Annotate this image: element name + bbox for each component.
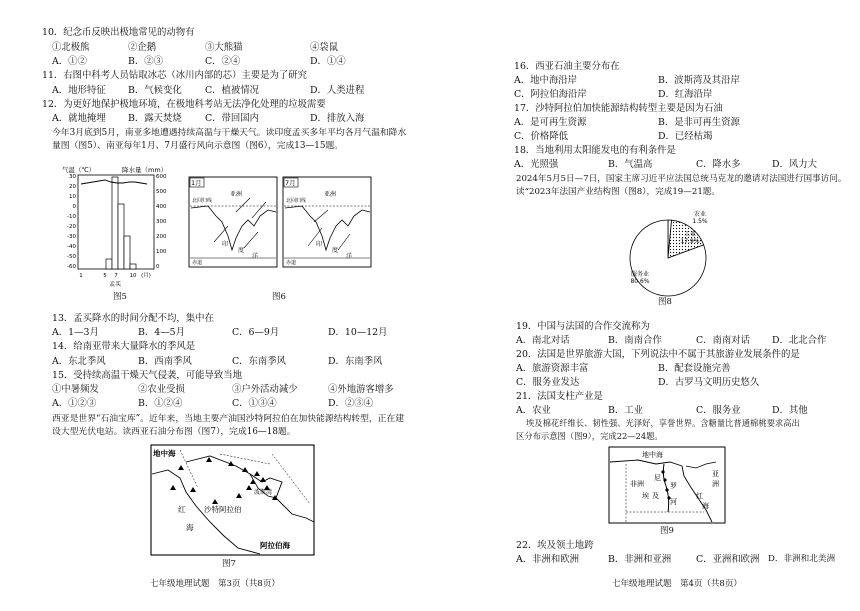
q18-option-c: C．降水多 <box>696 159 741 170</box>
q16-option-d: D．红海沿岸 <box>658 89 713 100</box>
fig5-xtick: 1 <box>79 273 83 279</box>
q17-option-d: D．已经枯竭 <box>658 131 713 142</box>
q20-stem: 20．法国是世界旅游大国，下列说法中不属于其旅游业发展条件的是 <box>516 349 800 360</box>
intro-16-18: 西亚是世界“石油宝库”。近年来，当地主要产油国沙特阿拉伯在加快能源结构转型，正在建设大型光伏电站。读西亚石油分布图（图7），完成16—18题。 <box>52 414 405 437</box>
fig5-xtick: 10 <box>129 273 137 279</box>
q22-stem: 22．埃及领土地跨 <box>516 540 594 551</box>
q19-stem: 19．中国与法国的合作交流称为 <box>516 321 650 332</box>
q10-option-c: C．②④ <box>205 56 241 67</box>
q14-option-c: C．东南季风 <box>232 356 287 367</box>
q15-choice-2: ②农业受损 <box>138 384 185 395</box>
q12-option-d: D．排放入海 <box>310 113 365 124</box>
fig6-jan-label: 1月 <box>191 179 202 187</box>
fig5-y-left-title: 气温（℃） <box>62 166 96 174</box>
fig6-jul-label: 7月 <box>285 179 296 187</box>
q10-choice-2: ②企鹅 <box>128 42 157 53</box>
fig6-jan-sea1: 印 <box>222 241 229 248</box>
q17-stem: 17．沙特阿拉伯加快能源结构转型主要是因为石油 <box>514 103 723 114</box>
q14-option-d: D．东南季风 <box>328 356 383 367</box>
q22-option-b: B．非洲和亚洲 <box>608 554 672 565</box>
fig5-bar-sep <box>124 236 130 269</box>
fig6-jan-eq: 赤道 <box>192 260 203 266</box>
fig6-jan-tropic: 北回归线 <box>192 198 213 204</box>
q21-option-d: D．其他 <box>772 405 808 416</box>
q15-choice-4: ④外地游客增多 <box>328 384 394 395</box>
q13-option-a: A．1—3月 <box>52 327 99 338</box>
q11-option-a: A．地形特征 <box>52 85 106 96</box>
q21-option-a: A．农业 <box>516 405 551 416</box>
q11-option-b: B．气候变化 <box>128 85 182 96</box>
q15-option-a: A．①②③ <box>52 398 97 409</box>
q13-option-c: C．6—9月 <box>232 327 280 338</box>
fig6-caption: 图6 <box>272 292 286 302</box>
fig6-monsoon-maps <box>188 176 373 268</box>
q13-option-d: D．10—12月 <box>328 327 388 338</box>
fig9-label-egypt1: 埃 <box>642 492 649 500</box>
q15-option-d: D．②③④ <box>328 398 374 409</box>
fig5-ytick-right: 600 <box>156 174 167 180</box>
exam-page-4 <box>430 0 860 611</box>
q16-option-a: A．地中海沿岸 <box>514 75 578 86</box>
fig8-label-ind-pct: 17.9% <box>680 238 700 245</box>
fig5-xtick: 5 <box>103 273 107 279</box>
fig5-xtick: 7 <box>114 273 118 279</box>
fig8-label-agri: 农业 <box>693 211 707 218</box>
q10-option-d: D．①④ <box>310 56 346 67</box>
q10-choice-3: ③大熊猫 <box>205 42 243 53</box>
q16-option-c: C．阿拉伯海沿岸 <box>514 89 587 100</box>
page-footer-right: 七年级地理试题 第4页（共8页） <box>612 579 742 589</box>
q18-option-d: D．风力大 <box>772 159 818 170</box>
fig5-y-right-title: 降水量（mm） <box>122 166 168 174</box>
q14-option-b: B．西南季风 <box>138 356 192 367</box>
q12-stem: 12．为更好地保护极地环境，在极地科考站无法净化处理的垃圾需要 <box>42 99 326 110</box>
q22-option-d: D．非洲和北美洲 <box>768 554 836 564</box>
fig9-label-asia1: 亚 <box>712 470 719 478</box>
fig5-ytick-right: 400 <box>156 204 167 210</box>
q11-option-d: D．人类进程 <box>310 85 365 96</box>
fig6-jul-sea2: 度 <box>332 247 339 254</box>
fig7-label-red1: 红 <box>178 505 186 514</box>
q15-option-c: C．①③④ <box>232 398 277 409</box>
fig6-jul-sea3: 洋 <box>346 253 353 260</box>
q10-option-b: B．②③ <box>128 56 164 67</box>
fig8-pie-chart <box>618 206 728 300</box>
q20-option-c: C．服务业发达 <box>516 377 580 388</box>
fig5-ytick: 0 <box>72 204 76 210</box>
q16-option-b: B．波斯湾及其沿岸 <box>658 75 740 86</box>
q18-option-a: A．光照强 <box>514 159 559 170</box>
fig9-label-red1: 红 <box>696 492 703 500</box>
q10-stem: 10．纪念币反映出极地常见的动物有 <box>42 27 195 38</box>
fig5-ytick: -60 <box>67 264 76 270</box>
fig5-xtick: (月) <box>141 273 151 279</box>
q21-stem: 21．法国支柱产业是 <box>516 391 603 402</box>
q19-option-a: A．南北对话 <box>516 335 570 346</box>
intro-13-15: 今年3月底到5月，南亚多地遭遇持续高温与干燥天气。读印度孟买多年平均各月气温和降水量图（图5）、南亚每年1月、7月盛行风向示意图（图6），完成13—15题。 <box>52 128 407 151</box>
fig8-label-serv-pct: 80.6% <box>630 278 650 285</box>
q14-stem: 14．给南亚带来大量降水的季风是 <box>52 341 196 352</box>
q12-option-b: B．露天焚烧 <box>128 113 182 124</box>
fig6-jan-asia: 亚洲 <box>230 191 243 198</box>
fig5-ytick: 20 <box>69 184 76 190</box>
fig5-ytick-right: 500 <box>156 189 167 195</box>
fig5-ytick-right: 100 <box>156 249 167 255</box>
fig5-bar-aug <box>118 204 124 269</box>
q10-choice-1: ①北极熊 <box>52 42 90 53</box>
fig5-ytick: -40 <box>67 244 76 250</box>
fig9-label-med: 地中海 <box>642 451 663 459</box>
fig5-ytick: -50 <box>67 254 76 260</box>
fig5-bar-oct <box>130 264 136 269</box>
fig6-jul-tropic: 北回归线 <box>286 198 307 204</box>
q21-option-c: C．服务业 <box>696 405 741 416</box>
fig7-caption: 图7 <box>222 559 236 569</box>
fig8-label-agri-pct: 1.5% <box>692 218 708 225</box>
q10-option-a: A．①② <box>52 56 87 67</box>
fig5-ytick: 10 <box>69 194 76 200</box>
q11-stem: 11．右图中科考人员钻取冰芯（冰川内部的芯）主要是为了研究 <box>42 70 308 81</box>
fig7-label-pg: 波斯湾 <box>254 489 273 496</box>
fig6-jul-asia: 亚洲 <box>324 191 337 198</box>
q18-stem: 18．当地利用太阳能发电的有利条件是 <box>514 145 676 156</box>
q22-option-a: A．非洲和欧洲 <box>516 554 580 565</box>
fig7-label-med: 地中海 <box>153 449 176 458</box>
q13-option-b: B．4—5月 <box>138 327 185 338</box>
q16-stem: 16．西亚石油主要分布在 <box>514 61 620 72</box>
q12-option-a: A．就地掩埋 <box>52 113 106 124</box>
fig9-label-egypt2: 及 <box>652 492 659 500</box>
intro-22-24-line2: 区分布示意图（图9），完成22—24题。 <box>516 431 663 441</box>
fig9-label-nile1: 尼 <box>654 474 661 482</box>
fig8-label-ind: 工业 <box>683 231 697 238</box>
intro-22-24-line1: 埃及棉花纤维长、韧性强、光泽好，享誉世界。含糖量比普通棉桃要求高出 <box>526 418 800 428</box>
q20-option-a: A．旅游资源丰富 <box>516 363 589 374</box>
fig5-bar-jun <box>106 259 112 269</box>
q14-option-a: A．东北季风 <box>52 356 106 367</box>
fig5-ytick-right: 300 <box>156 219 167 225</box>
q19-option-c: C．南南对话 <box>696 335 751 346</box>
q20-option-b: B．配套设施完善 <box>658 363 731 374</box>
fig9-label-nile3: 河 <box>670 498 677 506</box>
q22-option-c: C．亚洲和欧洲 <box>696 554 760 565</box>
fig5-ytick: -10 <box>67 214 76 220</box>
fig7-label-arab: 阿拉伯海 <box>260 541 290 550</box>
fig5-x-title: 孟买 <box>108 281 122 288</box>
q18-option-b: B．气温高 <box>608 159 653 170</box>
fig5-ytick: -20 <box>67 224 76 230</box>
q19-option-d: D．北北合作 <box>772 335 827 346</box>
fig6-jan-sea3: 洋 <box>252 253 259 260</box>
q21-option-b: B．工业 <box>608 405 644 416</box>
fig9-label-africa: 非洲 <box>630 480 644 488</box>
q15-stem: 15．受持续高温干燥天气侵袭，可能导致当地 <box>52 370 243 381</box>
intro-19-21: 2024年5月5日—7日，国家主席习近平应法国总统马克龙的邀请对法国进行国事访问。读“2023年法国产业结构图（图8），完成19—21题。 <box>516 174 847 197</box>
fig7-label-saudi: 沙特阿拉伯 <box>204 505 242 514</box>
fig5-ytick-right: 0 <box>156 264 160 270</box>
page-footer-left: 七年级地理试题 第3页（共8页） <box>150 579 280 589</box>
fig9-caption: 图9 <box>660 526 674 536</box>
q17-option-c: C．价格降低 <box>514 131 569 142</box>
q12-option-c: C．带回国内 <box>205 113 260 124</box>
fig7-label-red2: 海 <box>186 523 194 532</box>
fig5-ytick-right: 200 <box>156 234 167 240</box>
q11-option-c: C．植被情况 <box>205 85 260 96</box>
q15-option-b: B．①②④ <box>138 398 183 409</box>
fig5-climate-chart <box>60 164 180 290</box>
fig6-jul-eq: 赤道 <box>286 260 297 266</box>
fig5-caption: 图5 <box>113 292 127 302</box>
fig5-ytick: -30 <box>67 234 76 240</box>
q17-option-b: B．是非可再生资源 <box>658 117 740 128</box>
q10-choice-4: ④袋鼠 <box>310 42 339 53</box>
q20-option-d: D．古罗马文明历史悠久 <box>658 377 760 388</box>
fig8-label-serv: 服务业 <box>630 271 650 278</box>
q13-stem: 13．孟买降水的时间分配不均，集中在 <box>52 313 214 324</box>
q19-option-b: B．南南合作 <box>608 335 662 346</box>
fig5-ytick: 30 <box>69 174 76 180</box>
fig9-label-asia2: 洲 <box>712 480 719 488</box>
q15-choice-3: ③户外活动减少 <box>232 384 298 395</box>
fig9-label-red2: 海 <box>702 502 709 510</box>
fig6-jul-sea1: 印 <box>316 241 323 248</box>
fig5-bar-jul <box>112 177 118 269</box>
fig6-jan-sea2: 度 <box>238 247 245 254</box>
q15-choice-1: ①中暑频发 <box>52 384 99 395</box>
fig8-caption: 图8 <box>658 297 672 307</box>
fig9-label-nile2: 罗 <box>670 482 677 490</box>
q17-option-a: A．是可再生资源 <box>514 117 587 128</box>
fig9-egypt-map <box>608 446 726 524</box>
fig7-oil-map <box>150 444 315 556</box>
